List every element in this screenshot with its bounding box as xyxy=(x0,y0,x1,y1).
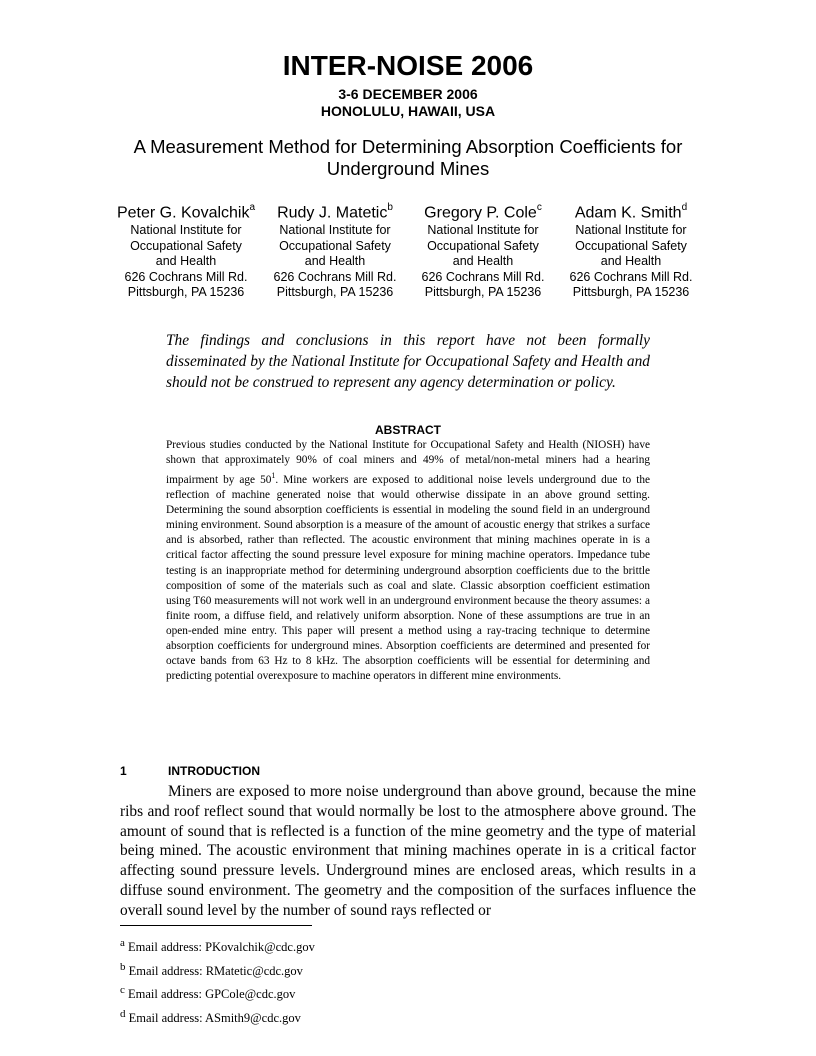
aff-line: Occupational Safety xyxy=(575,238,687,253)
abstract-text: . Mine workers are exposed to additional noise levels underground due to the reflection of machine generated noise that would otherwise dissipate in an above ground setting. Determining the sound absorption coefficients is essential in modeling the sound field in an underground mining environment. Sound absorption is a measure of the amount of acoustic energy that strikes a surface and is absorbed, rather than reflected. The acoustic environment that mining machines operate in is a critical factor affecting the sound pressure level exposure for mining machine operators. Impedance tube testing is an inappropriate method for determining underground absorption coefficients due to the brittle composition of some of the materials such as coal and slate. Classic absorption coefficient estimation using T60 measurements will not work well in an underground environment because the theory assumes: a finite room, a diffuse field, and relatively uniform absorption. None of these assumptions are true in an open-ended mine entry. This paper will present a method using a ray-tracing technique to determine absorption coefficients for underground mines. Absorption coefficients are determined and presented for octave bands from 63 Hz to 8 kHz. The absorption coefficients will be essential for determining and predicting potential overexposure to machine operators in different mine environments. xyxy=(166,473,650,683)
footnote xyxy=(120,934,315,958)
footnote xyxy=(120,981,315,1005)
author-affiliation xyxy=(116,223,256,301)
aff-line: 626 Cochrans Mill Rd. xyxy=(421,269,545,284)
aff-line: Pittsburgh, PA 15236 xyxy=(572,285,690,300)
section-body: Miners are exposed to more noise underground than above ground, because the mine ribs and roof reflect sound that would normally be lost to the atmosphere above ground. The amount of sound that is reflected is a function of the mine geometry and the type of material being mined. The acoustic environment that mining machines operate in is a critical factor affecting sound pressure levels. Underground mines are enclosed areas, which results in a diffuse sound environment. The geometry and the composition of the surfaces influence the overall sound level by the number of sound rays reflected or xyxy=(120,783,696,919)
author-affiliation xyxy=(410,223,556,301)
author-name xyxy=(116,199,256,222)
abstract-body xyxy=(166,438,650,684)
disclaimer: The findings and conclusions in this report have not been formally disseminated by the National Institute for Occupational Safety and Health and should not be construed to represent any agency determination or policy. xyxy=(166,332,650,391)
author-mark: b xyxy=(387,202,393,213)
footnote-divider xyxy=(120,925,312,926)
abstract-text: Previous studies conducted by the National Institute for Occupational Safety and Health (NIOSH) have shown that approximately 90% of coal miners and 49% of metal/non-metal miners had a hearing impairment by age 50 xyxy=(166,439,650,486)
conference-title: INTER-NOISE 2006 xyxy=(282,50,534,81)
section-number: 1 xyxy=(120,764,127,778)
conference-dates: 3-6 DECEMBER 2006 xyxy=(338,86,478,102)
footnote-text: Email address: RMatetic@cdc.gov xyxy=(128,963,303,978)
aff-line: 626 Cochrans Mill Rd. xyxy=(273,269,397,284)
author-name-text: Gregory P. Cole xyxy=(424,204,537,222)
footnote-text: Email address: PKovalchik@cdc.gov xyxy=(128,940,315,955)
author-block xyxy=(410,199,556,301)
author-block xyxy=(116,199,256,301)
section-heading xyxy=(120,764,260,778)
aff-line: and Health xyxy=(304,254,366,269)
footnote-text: Email address: GPCole@cdc.gov xyxy=(128,987,296,1002)
footnote-mark: c xyxy=(120,984,125,997)
paper-title: A Measurement Method for Determining Absorption Coefficients for Underground Mines xyxy=(133,136,683,179)
author-name xyxy=(410,199,556,222)
reference-mark: 1 xyxy=(271,471,276,481)
author-affiliation xyxy=(558,223,704,301)
aff-line: Pittsburgh, PA 15236 xyxy=(424,285,542,300)
author-name-text: Adam K. Smith xyxy=(574,204,682,222)
aff-line: Pittsburgh, PA 15236 xyxy=(276,285,394,300)
author-name-text: Rudy J. Matetic xyxy=(277,204,388,222)
aff-line: National Institute for xyxy=(575,223,687,238)
aff-line: and Health xyxy=(452,254,514,269)
aff-line: Occupational Safety xyxy=(279,238,391,253)
aff-line: 626 Cochrans Mill Rd. xyxy=(569,269,693,284)
author-affiliation xyxy=(262,223,408,301)
aff-line: and Health xyxy=(600,254,662,269)
footnote-mark: a xyxy=(120,937,125,949)
aff-line: Occupational Safety xyxy=(130,238,242,253)
footnote xyxy=(120,958,315,982)
aff-line: Pittsburgh, PA 15236 xyxy=(127,285,245,300)
abstract-heading: ABSTRACT xyxy=(375,423,441,437)
aff-line: National Institute for xyxy=(427,223,539,238)
author-block xyxy=(558,199,704,301)
footnote-mark: b xyxy=(120,960,126,973)
aff-line: Occupational Safety xyxy=(427,238,539,253)
author-name xyxy=(262,199,408,222)
author-name-text: Peter G. Kovalchik xyxy=(116,204,250,222)
author-mark: c xyxy=(536,202,542,213)
footnotes xyxy=(120,934,315,1029)
author-mark: a xyxy=(249,202,256,213)
aff-line: and Health xyxy=(155,254,217,269)
aff-line: 626 Cochrans Mill Rd. xyxy=(124,269,248,284)
aff-line: National Institute for xyxy=(279,223,391,238)
footnote-text: Email address: ASmith9@cdc.gov xyxy=(128,1011,301,1026)
footnote-mark: d xyxy=(120,1007,126,1020)
aff-line: National Institute for xyxy=(130,223,242,238)
author-mark: d xyxy=(681,202,688,213)
author-name xyxy=(558,199,704,222)
section-title: INTRODUCTION xyxy=(168,764,260,778)
footnote xyxy=(120,1005,315,1029)
author-block xyxy=(262,199,408,301)
conference-location: HONOLULU, HAWAII, USA xyxy=(320,103,496,119)
